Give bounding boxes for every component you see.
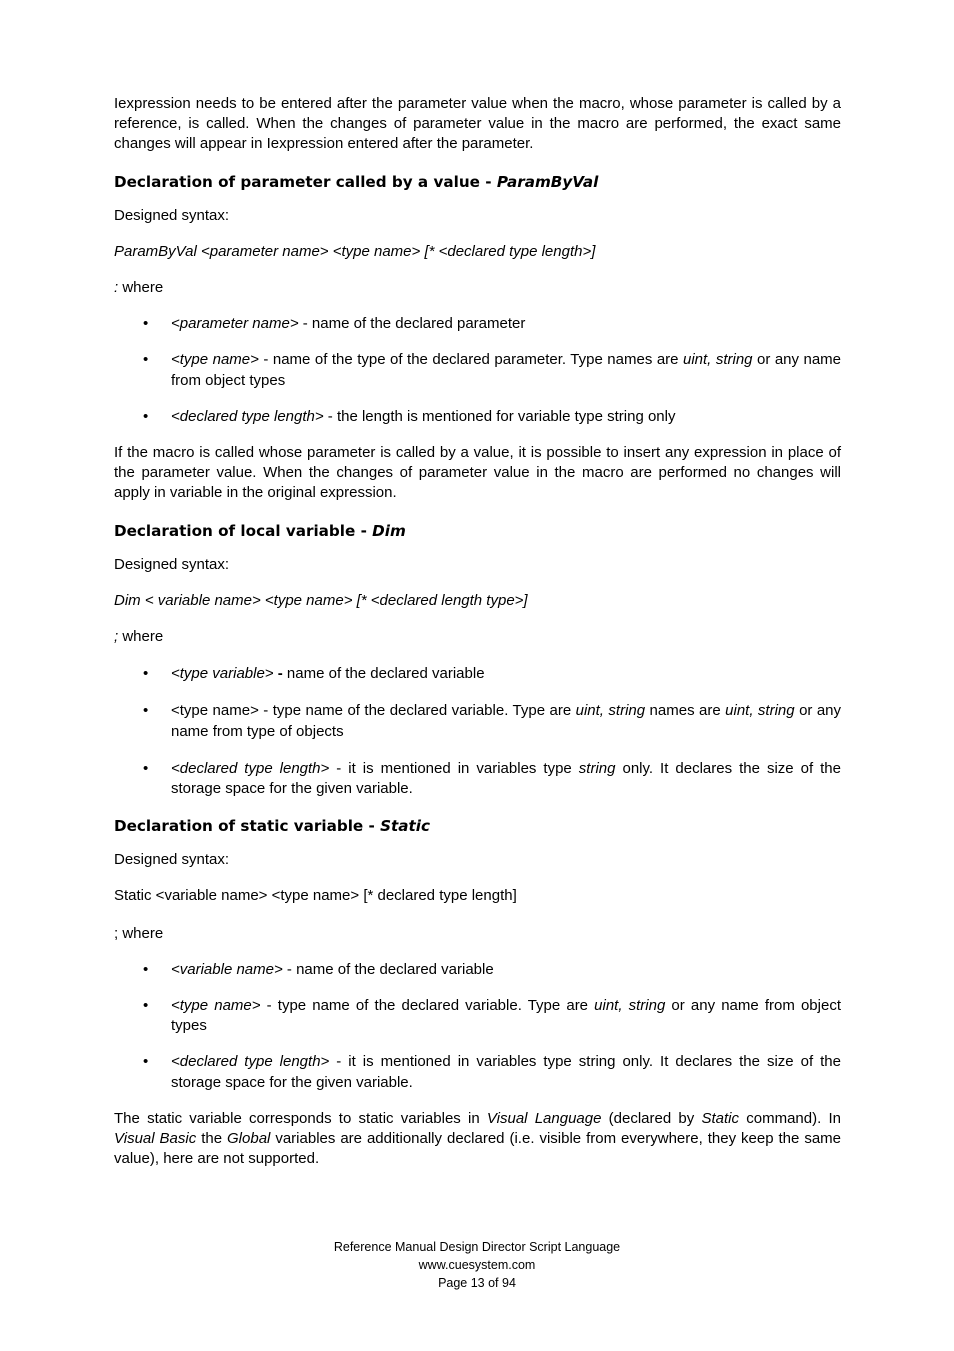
syntax-line: ParamByVal <parameter name> <type name> [* <declared type length>] xyxy=(114,242,596,260)
where-label: ; where xyxy=(114,628,164,646)
where-label: : where xyxy=(114,279,164,297)
bullet-list-dim xyxy=(114,664,841,799)
bullet-list-static xyxy=(114,960,841,1093)
footer-title: Reference Manual Design Director Script Language xyxy=(333,1240,621,1254)
syntax-line: Dim < variable name> <type name> [* <declared length type>] xyxy=(114,591,528,609)
page-number: Page 13 of 94 xyxy=(438,1276,516,1290)
byval-paragraph: If the macro is called whose parameter is called by a value, it is possible to insert any expression in place of the parameter value. When the changes of parameter value in the macro are performed no changes will apply in variable in the original expression. xyxy=(114,444,841,502)
static-paragraph: The static variable corresponds to static variables in Visual Language (declared by Static command). In Visual Basic the Global variables are additionally declared (i.e. visible from everywhere, they keep the same value), here are not supported. xyxy=(114,1109,842,1168)
heading-param-by-val: Declaration of parameter called by a value - ParamByVal xyxy=(114,172,599,191)
list-item: • <variable name> - name of the declared variable xyxy=(143,960,494,978)
where-label: ; where xyxy=(114,924,164,942)
syntax-label: Designed syntax: xyxy=(114,206,230,224)
list-item: • <declared type length> - it is mentioned in variables type string only. It declares the size of the storage space for the given variable. xyxy=(143,1053,841,1091)
list-item: • <type variable> - name of the declared variable xyxy=(143,665,485,683)
bullet-list-byval xyxy=(114,314,841,427)
list-item: • <declared type length> - it is mentioned in variables type string only. It declares the size of the storage space for the given variable. xyxy=(143,759,841,798)
list-item: • <declared type length> - the length is mentioned for variable type string only xyxy=(143,407,676,425)
page-footer xyxy=(0,1238,954,1292)
syntax-line: Static <variable name> <type name> [* declared type length] xyxy=(114,887,517,905)
heading-dim: Declaration of local variable - Dim xyxy=(114,521,406,540)
list-item: • <type name> - name of the type of the declared parameter. Type names are uint, string or any name from object types xyxy=(143,351,842,389)
heading-static: Declaration of static variable - Static xyxy=(114,817,431,836)
syntax-label: Designed syntax: xyxy=(114,851,230,869)
footer-url: www.cuesystem.com xyxy=(418,1258,536,1272)
syntax-label: Designed syntax: xyxy=(114,555,230,573)
list-item: • <type name> - type name of the declared variable. Type are uint, string or any name from object types xyxy=(143,997,841,1035)
page-content xyxy=(114,94,841,1170)
intro-paragraph: Iexpression needs to be entered after the parameter value when the macro, whose parameter is called by a reference, is called. When the changes of parameter value in the macro are performed, the exact same changes will appear in Iexpression entered after the parameter. xyxy=(114,95,841,153)
list-item: • <parameter name> - name of the declared parameter xyxy=(143,315,526,333)
list-item: • <type name> - type name of the declared variable. Type are uint, string names are uint, string or any name from type of objects xyxy=(143,702,842,740)
